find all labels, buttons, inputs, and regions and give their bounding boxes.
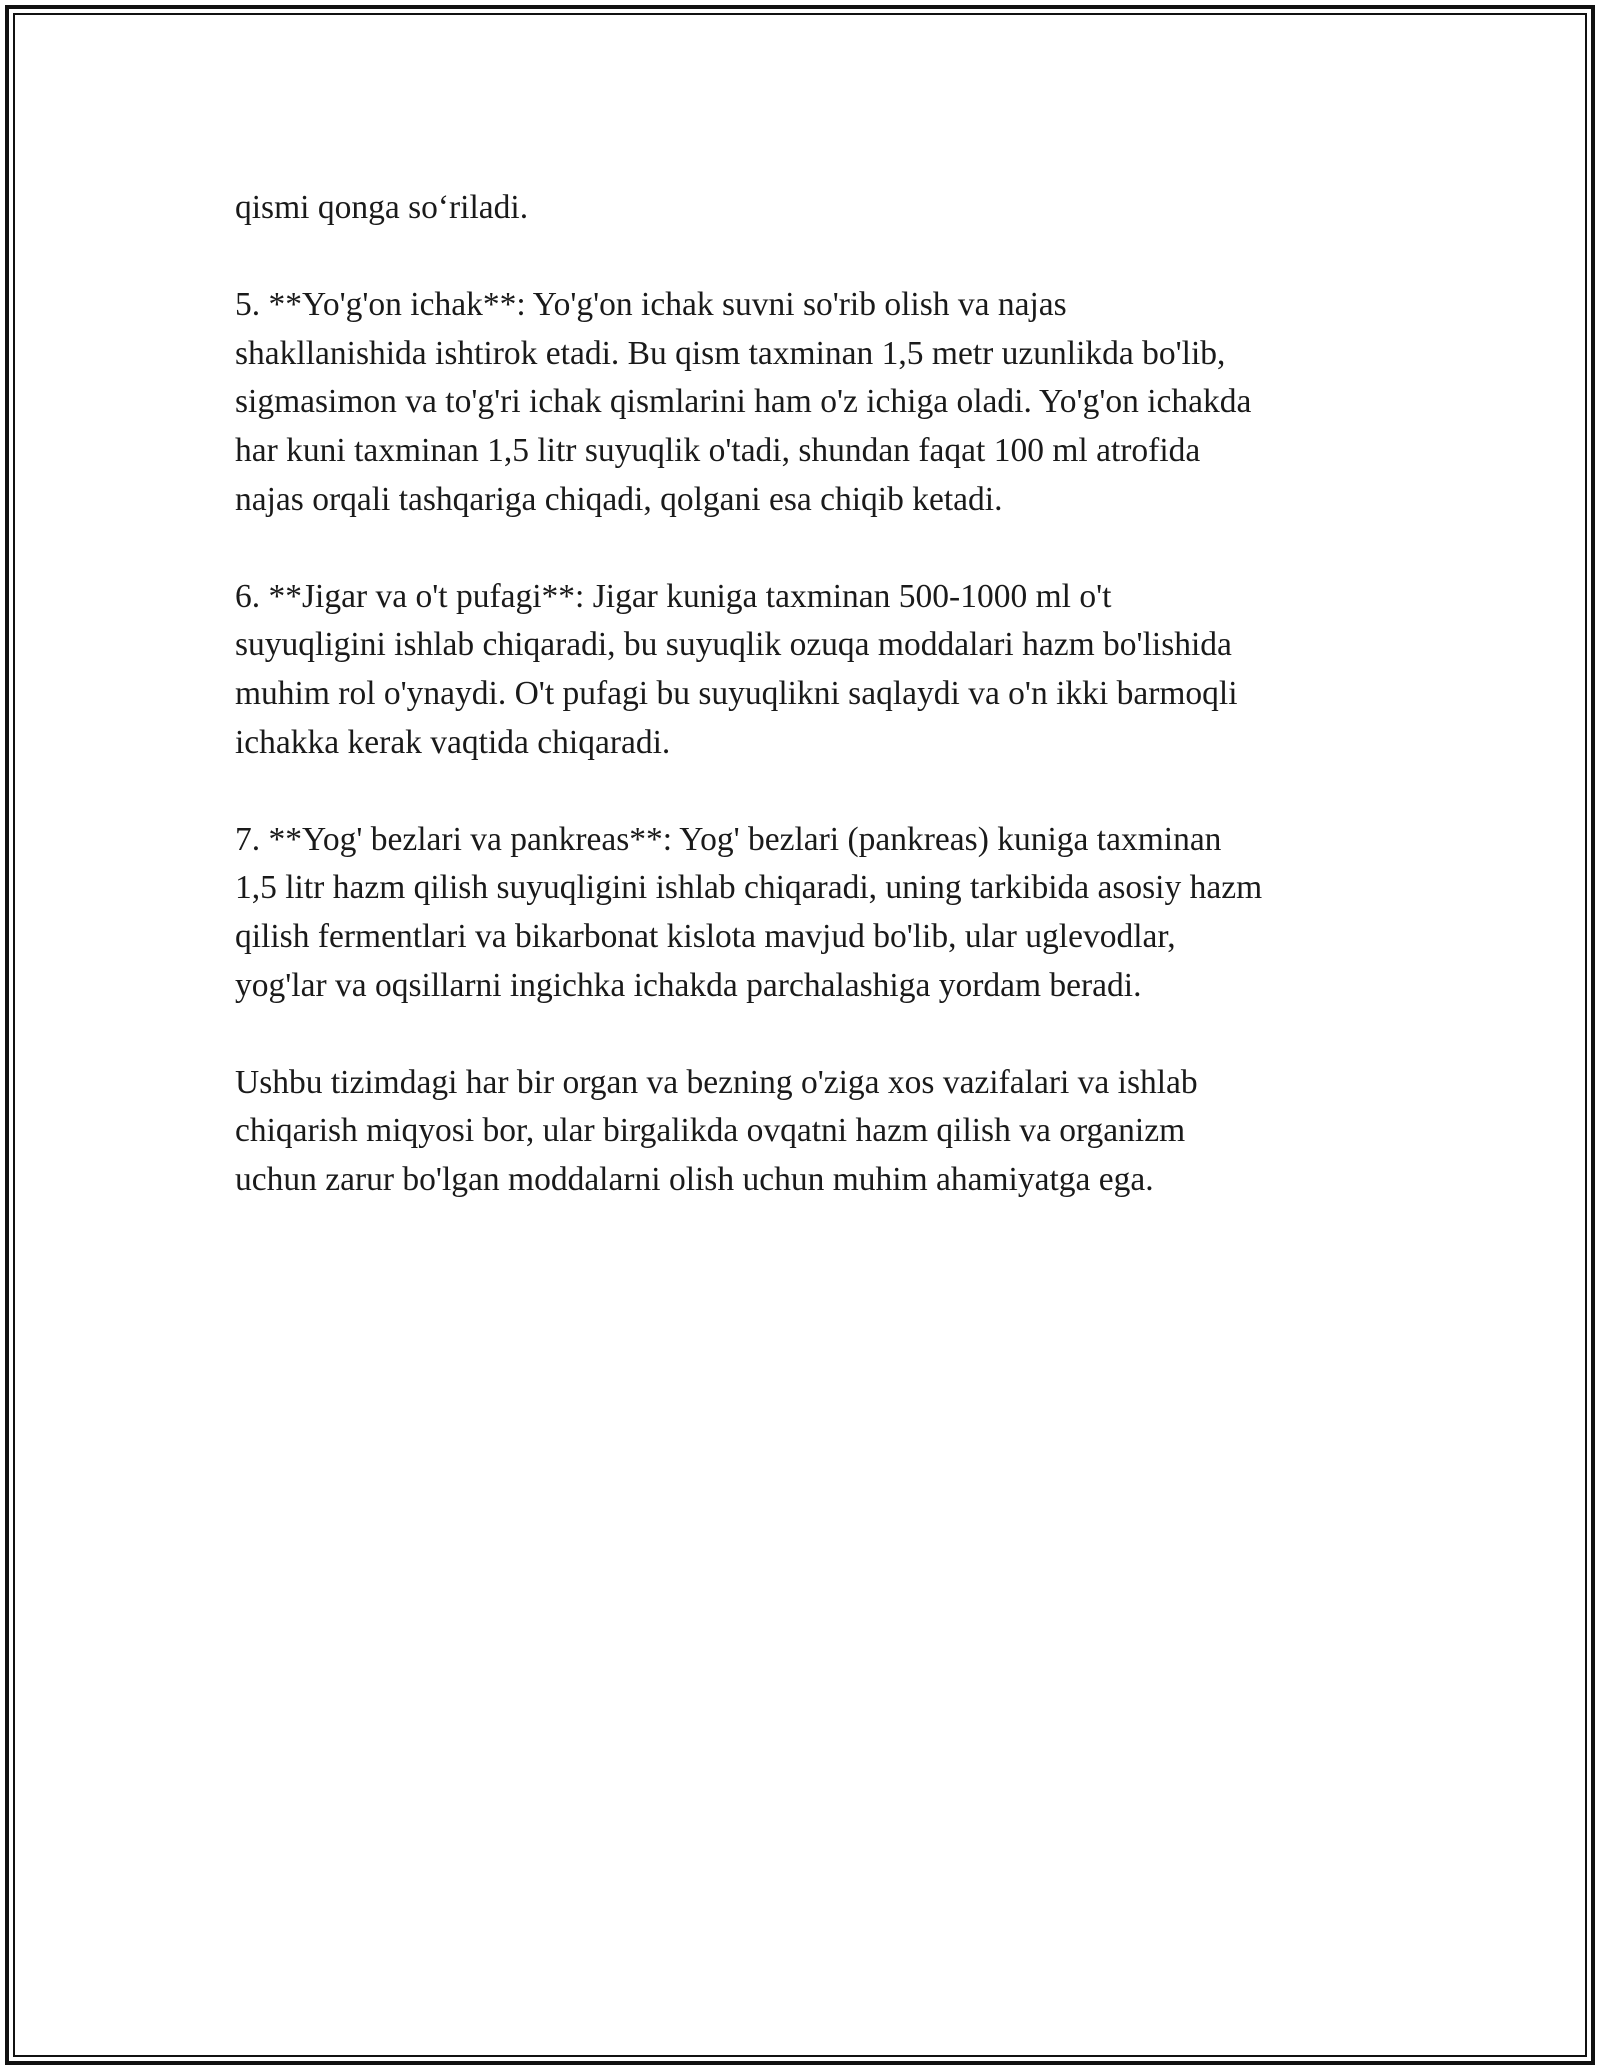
text-line: har kuni taxminan 1,5 litr suyuqlik o'tadi, shundan faqat 100 ml atrofida — [235, 431, 1201, 469]
text-line: suyuqligini ishlab chiqaradi, bu suyuqlik ozuqa moddalari hazm bo'lishida — [235, 626, 1232, 664]
text-line: muhim rol o'ynaydi. O't pufagi bu suyuqlikni saqlaydi va o'n ikki barmoqli — [235, 674, 1238, 712]
paragraph-pancreas — [235, 816, 1365, 1010]
paragraph-conclusion — [235, 1059, 1365, 1205]
text-line: qismi qonga so‘riladi. — [235, 189, 529, 226]
text-line: uchun zarur bo'lgan moddalarni olish uchun muhim ahamiyatga ega. — [235, 1160, 1154, 1198]
paragraph-large-intestine — [235, 281, 1365, 524]
text-line: 1,5 litr hazm qilish suyuqligini ishlab chiqaradi, uning tarkibida asosiy hazm — [235, 869, 1263, 907]
text-line: qilish fermentlari va bikarbonat kislota mavjud bo'lib, ular uglevodlar, — [235, 917, 1176, 955]
paragraph-liver-gallbladder — [235, 573, 1365, 767]
text-line: Ushbu tizimdagi har bir organ va bezning o'ziga xos vazifalari va ishlab — [235, 1063, 1198, 1101]
text-line: yog'lar va oqsillarni ingichka ichakda parchalashiga yordam beradi. — [235, 966, 1142, 1004]
text-line: 6. **Jigar va o't pufagi**: Jigar kuniga taxminan 500-1000 ml o't — [235, 577, 1112, 615]
text-line: 7. **Yog' bezlari va pankreas**: Yog' bezlari (pankreas) kuniga taxminan — [235, 820, 1222, 858]
text-line: 5. **Yo'g'on ichak**: Yo'g'on ichak suvni so'rib olish va najas — [235, 286, 1067, 324]
document-body — [235, 184, 1365, 1253]
text-line: chiqarish miqyosi bor, ular birgalikda ovqatni hazm qilish va organizm — [235, 1112, 1186, 1150]
text-line: ichakka kerak vaqtida chiqaradi. — [235, 723, 671, 761]
paragraph-continuation — [235, 184, 1365, 233]
text-line: shakllanishida ishtirok etadi. Bu qism taxminan 1,5 metr uzunlikda bo'lib, — [235, 334, 1226, 372]
text-line: najas orqali tashqariga chiqadi, qolgani esa chiqib ketadi. — [235, 480, 1003, 518]
text-line: sigmasimon va to'g'ri ichak qismlarini ham o'z ichiga oladi. Yo'g'on ichakda — [235, 383, 1252, 421]
